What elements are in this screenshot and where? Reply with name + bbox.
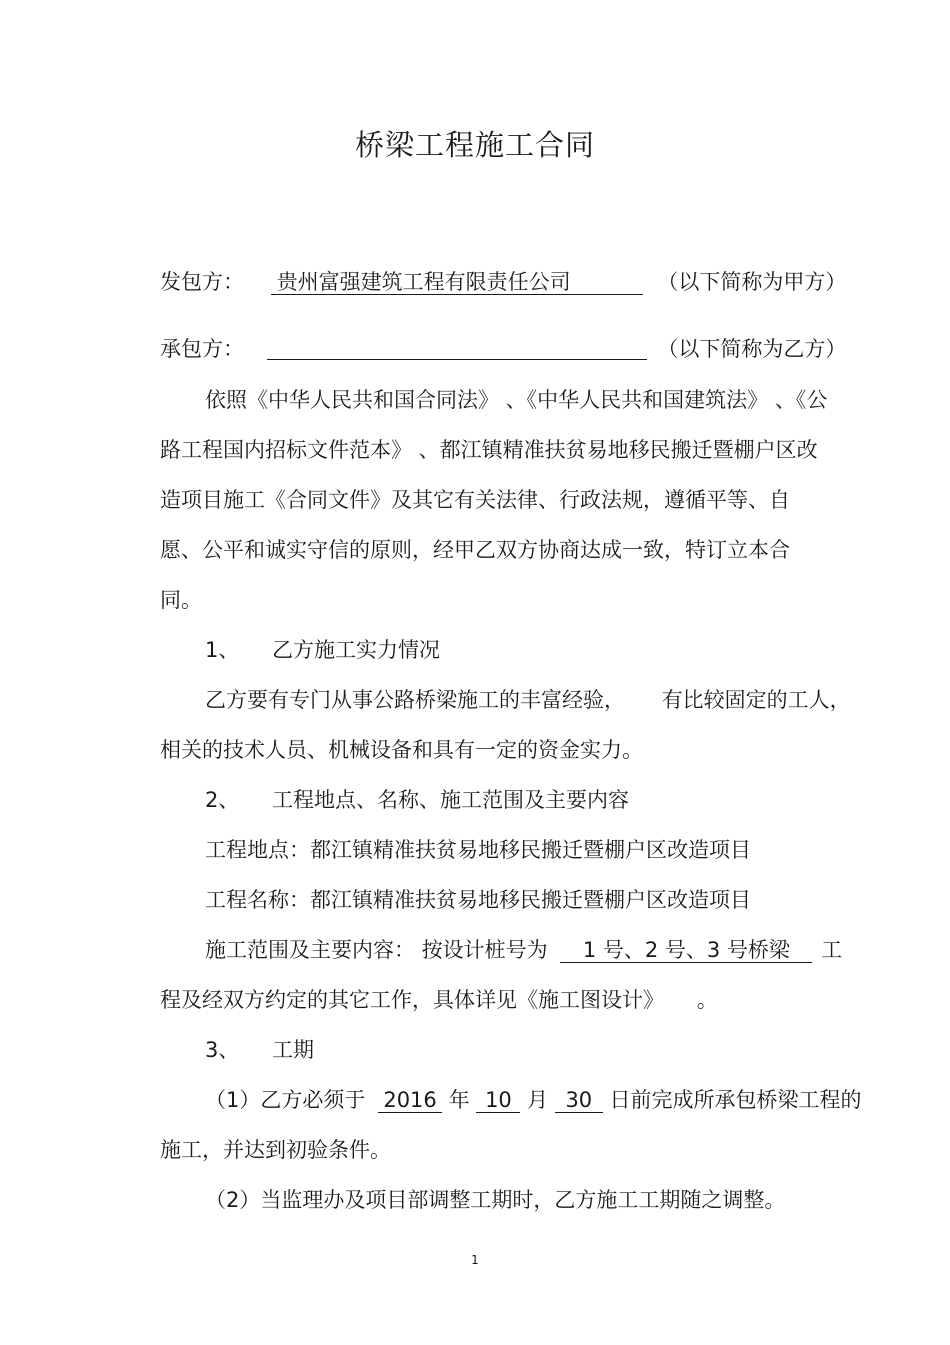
deadline-year-field: 2016 [378,1088,442,1113]
scope-line-2 [160,986,718,1014]
section-1-line-2: 相关的技术人员、机械设备和具有一定的资金实力。 [160,738,643,762]
contractor-line [160,335,846,363]
preamble-line-5: 同。 [160,588,202,612]
scope-prefix: 施工范围及主要内容： 按设计桩号为 [205,938,548,962]
section-1-title: 乙方施工实力情况 [272,638,441,662]
deadline-month-field: 10 [476,1088,520,1113]
deadline-year-unit: 年 [448,1088,470,1112]
section-2-heading [205,786,629,814]
deadline-line-1 [205,1086,862,1114]
preamble-line-1: 依照《中华人民共和国合同法》 、《中华人民共和国建筑法》 、《公 [205,388,828,412]
deadline-suffix: 日前完成所承包桥梁工程的 [609,1088,862,1112]
page-number: 1 [471,1253,479,1267]
employer-label: 发包方： [160,270,244,294]
scope-suffix: 工 [821,938,843,962]
section-2-number: 2、 [205,788,240,812]
deadline-month-unit: 月 [527,1088,549,1112]
deadline-prefix: （1）乙方必须于 [205,1088,366,1112]
contractor-label: 承包方： [160,337,244,361]
section-3-title: 工期 [272,1038,315,1062]
section-1-heading [205,636,440,664]
deadline-day-field: 30 [555,1088,603,1113]
scope-line-1 [205,936,842,964]
schedule-adjustment: （2）当监理办及项目部调整工期时，乙方施工工期随之调整。 [205,1188,786,1212]
scope-line-2-a: 程及经双方约定的其它工作，具体详见《施工图设计》 [160,988,664,1012]
contractor-name-field [267,335,647,360]
section-1-line-1 [205,686,851,714]
employer-alias: （以下简称为甲方） [657,270,847,294]
employer-line [160,268,846,296]
preamble-line-3: 造项目施工《合同文件》及其它有关法律、行政法规，遵循平等、自 [160,488,790,512]
scope-value-field: 1 号、2 号、3 号桥梁 [560,938,812,963]
preamble-line-4: 愿、公平和诚实守信的原则，经甲乙双方协商达成一致，特订立本合 [160,538,790,562]
section-3-number: 3、 [205,1038,240,1062]
contractor-alias: （以下简称为乙方） [657,337,847,361]
document-title: 桥梁工程施工合同 [354,128,595,162]
preamble-line-2: 路工程国内招标文件范本》 、都江镇精准扶贫易地移民搬迁暨棚户区改 [160,438,818,462]
scope-line-2-b: 。 [696,988,718,1012]
employer-name-field: 贵州富强建筑工程有限责任公司 [271,270,643,295]
section-3-heading [205,1036,314,1064]
project-location: 工程地点：都江镇精准扶贫易地移民搬迁暨棚户区改造项目 [205,838,751,862]
section-1-number: 1、 [205,638,240,662]
deadline-line-2: 施工，并达到初验条件。 [160,1138,391,1162]
project-name: 工程名称：都江镇精准扶贫易地移民搬迁暨棚户区改造项目 [205,888,751,912]
section-1-line-1-b: 有比较固定的工人， [661,688,851,712]
section-1-line-1-a: 乙方要有专门从事公路桥梁施工的丰富经验， [205,688,625,712]
section-2-title: 工程地点、名称、施工范围及主要内容 [272,788,630,812]
